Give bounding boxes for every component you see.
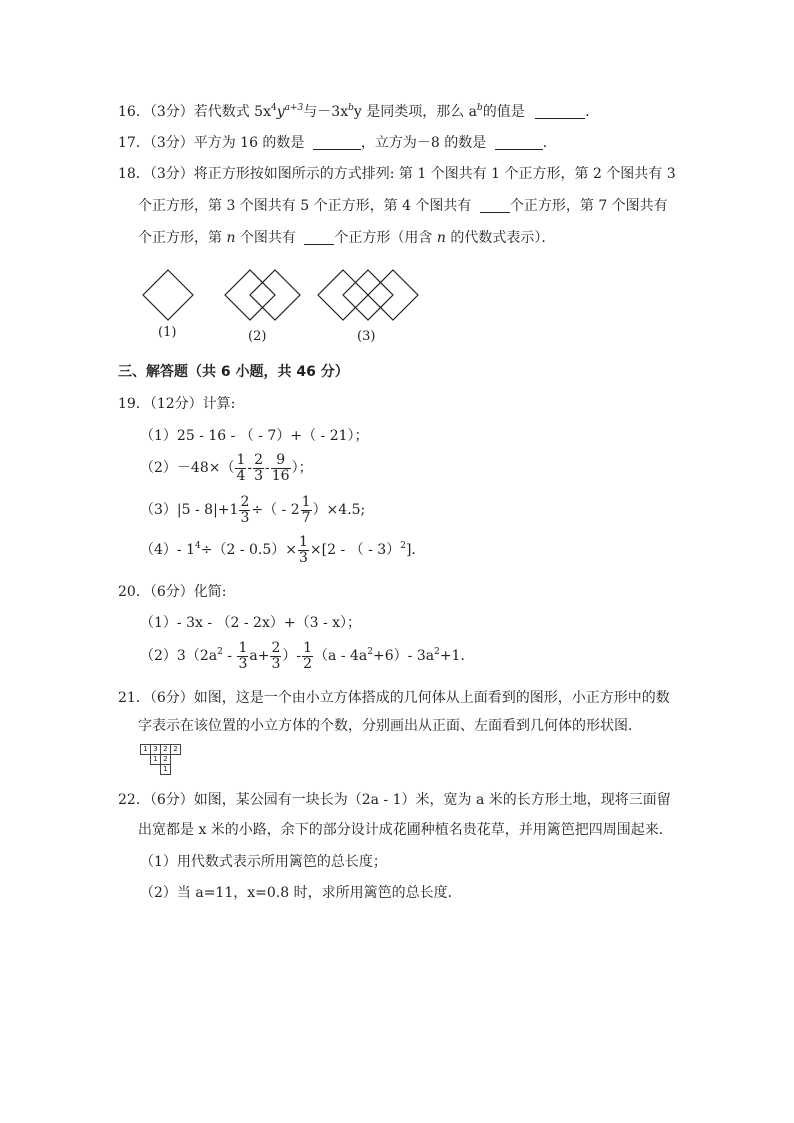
fraction: $\frac{1}{3}$ [299,533,308,566]
fraction: $\frac{2}{3}$ [240,493,250,526]
question-18-line1: 18．（3分）将正方形按如图所示的方式排列: 第 1 个图共有 1 个正方形，第 2 个图共有 3 [118,166,676,182]
q19-text: ×[2 - （ - 3） [309,542,401,558]
question-18-line2 [138,196,668,216]
question-21-line1: 21．（6分）如图，这是一个由小立方体搭成的几何体从上面看到的图形，小正方形中的数 [118,690,670,706]
q18-text: 个正方形，第 [138,230,222,246]
grid-empty [141,765,151,775]
question-22-line1: 22．（6分）如图，某公园有一块长为（2a - 1）米，宽为 a 米的长方形土地，现将三面留 [118,792,671,808]
grid-cell: 1 [151,755,161,765]
q19-exp: 4 [195,541,201,551]
q20-text: ）- [282,648,302,664]
grid-cell: 2 [161,755,171,765]
q18-var-n: n [226,230,236,246]
question-16 [118,102,599,122]
q18-text: 个正方形，第 7 个图共有 [509,198,668,214]
question-19-part3 [140,494,365,526]
q20-text: （2）3（2a [140,648,218,664]
q16-mid: 与－3x [303,104,349,120]
question-19-head: 19．（12分）计算: [118,396,236,412]
q17-text-b: ，立方为－8 的数是 [360,135,487,151]
q19-text: （4）- 1 [140,542,195,558]
q20-exp: 2 [434,647,440,657]
q19-text: ÷（2 - 0.5）× [200,542,297,558]
question-22-part2: （2）当 a=11，x=0.8 时，求所用篱笆的总长度． [140,885,462,901]
grid-empty [171,765,181,775]
q19-text: （2）－48×（ [140,460,235,476]
q16-mid2: y 是同类项，那么 a [353,104,478,120]
fraction: $\frac{1}{3}$ [238,639,248,672]
answer-blank[interactable] [535,104,585,119]
question-18-line3 [138,228,555,248]
fraction: $\frac{2}{3}$ [254,451,264,484]
q16-text: 16．（3分）若代数式 5x [118,104,271,120]
question-17 [118,133,557,153]
question-20-part2 [140,640,474,672]
question-19-part4 [140,534,425,566]
q17-end: ． [542,135,557,151]
q19-op: - [247,460,253,476]
answer-blank[interactable] [480,198,510,213]
q16-exp2: a+3 [284,103,304,113]
q20-exp: 2 [217,647,223,657]
q20-text: a+ [249,648,270,664]
fraction: $\frac{1}{7}$ [301,493,311,526]
q19-text: ）×4.5; [312,502,366,518]
question-21-line2: 字表示在该位置的小立方体的个数，分别画出从正面、左面看到几何体的形状图． [138,718,642,734]
grid-cell: 3 [151,745,161,755]
fraction: $\frac{9}{16}$ [271,451,290,484]
q19-text: ）； [291,460,313,476]
grid-empty [151,765,161,775]
q19-exp: 2 [400,541,406,551]
q19-text: ÷（ - 2 [251,502,300,518]
grid-cell: 2 [161,745,171,755]
q20-exp: 2 [367,647,373,657]
question-20-head: 20．（6分）化简: [118,584,227,600]
question-19-part1: （1）25 - 16 - （ - 7）+（ - 21）； [140,428,369,444]
q16-var-y: y [276,104,285,120]
q18-text: 个图共有 [239,230,296,246]
q18-text: 个正方形，第 3 个图共有 5 个正方形，第 4 个图共有 [138,198,472,214]
fraction: $\frac{2}{3}$ [271,639,281,672]
grid-cell: 1 [161,765,171,775]
grid-empty [171,755,181,765]
q19-text: ]． [405,542,426,558]
q19-text: （3）|5 - 8|+1 [140,502,239,518]
question-22-line2: 出宽都是 x 米的小路，余下的部分设计成花圃种植名贵花草，并用篱笆把四周围起来． [138,822,673,838]
top-view-grid [140,744,181,775]
square-fig1 [143,270,193,320]
q16-exp4: b [477,103,483,113]
q20-text: +6）- 3a [373,648,435,664]
q18-var-n: n [436,230,446,246]
q16-exp1: 4 [270,103,277,113]
grid-cell: 2 [171,745,181,755]
fig-label-1: (1) [158,325,177,340]
q18-text: 个正方形（用含 [334,230,433,246]
q20-op: - [222,648,237,664]
q20-text: （a - 4a [314,648,368,664]
answer-blank[interactable] [313,135,361,150]
q17-text-a: 17．（3分）平方为 16 的数是 [118,135,305,151]
fig-label-2: (2) [248,329,267,344]
q18-text: 的代数式表示）． [450,230,556,246]
answer-blank[interactable] [495,135,543,150]
answer-blank[interactable] [304,230,334,245]
question-20-part1: （1）- 3x - （2 - 2x）+（3 - x）； [140,615,362,631]
section-heading: 三、解答题（共 6 小题，共 46 分） [118,364,349,380]
q16-exp3: b [348,103,354,113]
q20-text: +1． [439,648,475,664]
fraction: $\frac{1}{2}$ [303,639,313,672]
q16-suffix: 的值是 [482,104,525,120]
grid-cell: 1 [141,745,151,755]
q19-op: - [265,460,270,476]
fraction: $\frac{1}{4}$ [236,451,246,484]
question-22-part1: （1）用代数式表示所用篱笆的总长度； [140,854,387,870]
square-pattern-figure [130,264,450,348]
fig-label-3: (3) [357,329,376,344]
question-19-part2 [140,452,313,484]
grid-empty [141,755,151,765]
q16-end: ． [585,104,600,120]
